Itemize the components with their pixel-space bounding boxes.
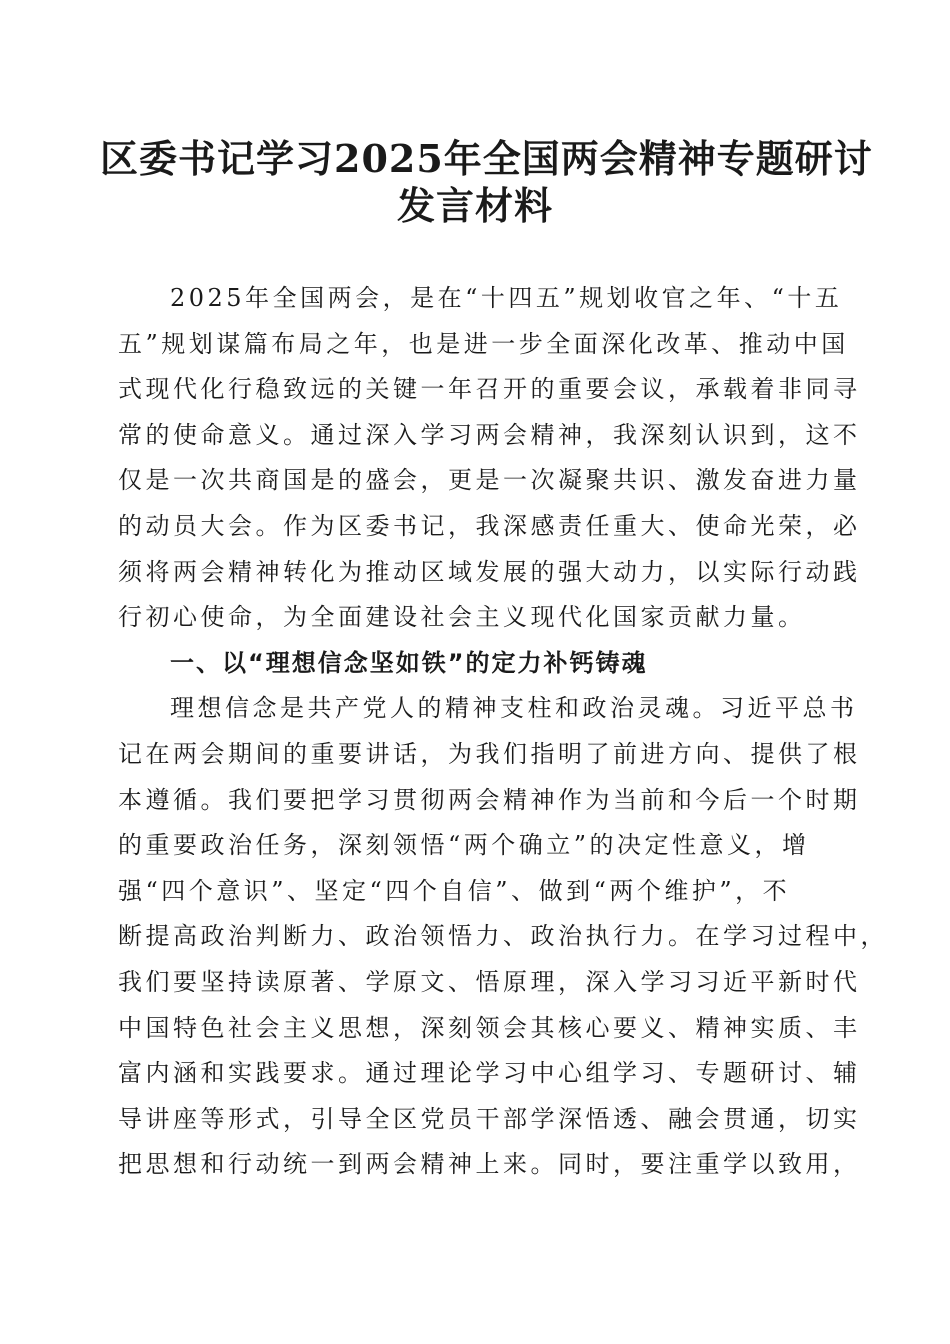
intro-paragraph-line: 常的使命意义。通过深入学习两会精神，我深刻认识到，这不 [118, 420, 861, 449]
document-body [118, 276, 888, 1188]
document-title-line-1: 区委书记学习2025年全国两会精神专题研讨 [100, 136, 873, 181]
intro-paragraph-line: 2025年全国两会，是在“十四五”规划收官之年、“十五 [170, 284, 843, 312]
intro-paragraph-line: 五”规划谋篇布局之年，也是进一步全面深化改革、推动中国 [118, 329, 849, 358]
section-1-paragraph-line: 记在两会期间的重要讲话，为我们指明了前进方向、提供了根 [118, 739, 861, 768]
intro-paragraph-line: 须将两会精神转化为推动区域发展的强大动力，以实际行动践 [118, 557, 861, 586]
intro-paragraph-line: 的动员大会。作为区委书记，我深感责任重大、使命光荣，必 [118, 511, 861, 540]
section-1-paragraph-line: 理想信念是共产党人的精神支柱和政治灵魂。习近平总书 [170, 694, 858, 723]
section-1-paragraph-line: 的重要政治任务，深刻领悟“两个确立”的决定性意义，增 [118, 831, 810, 860]
section-1-heading: 一、以“理想信念坚如铁”的定力补钙铸魂 [170, 648, 648, 677]
document-title-line-2: 发言材料 [396, 183, 553, 228]
section-1-paragraph-line: 断提高政治判断力、政治领悟力、政治执行力。在学习过程中， [118, 922, 888, 951]
section-1-paragraph-line: 我们要坚持读原著、学原文、悟原理，深入学习习近平新时代 [118, 967, 861, 996]
section-1-paragraph-line: 中国特色社会主义思想，深刻领会其核心要义、精神实质、丰 [118, 1013, 861, 1042]
intro-paragraph-line: 仅是一次共商国是的盛会，更是一次凝聚共识、激发奋进力量 [118, 466, 861, 495]
section-1-paragraph-line: 强“四个意识”、坚定“四个自信”、做到“两个维护”，不 [118, 876, 791, 905]
section-1-paragraph-line: 富内涵和实践要求。通过理论学习中心组学习、专题研讨、辅 [118, 1059, 861, 1088]
intro-paragraph-line: 式现代化行稳致远的关键一年召开的重要会议，承载着非同寻 [118, 375, 861, 404]
section-1-paragraph-line: 本遵循。我们要把学习贯彻两会精神作为当前和今后一个时期 [118, 785, 861, 814]
section-1-paragraph-line: 把思想和行动统一到两会精神上来。同时，要注重学以致用， [118, 1150, 861, 1179]
intro-paragraph-line: 行初心使命，为全面建设社会主义现代化国家贡献力量。 [118, 603, 806, 632]
section-1-paragraph-line: 导讲座等形式，引导全区党员干部学深悟透、融会贯通，切实 [118, 1104, 861, 1133]
